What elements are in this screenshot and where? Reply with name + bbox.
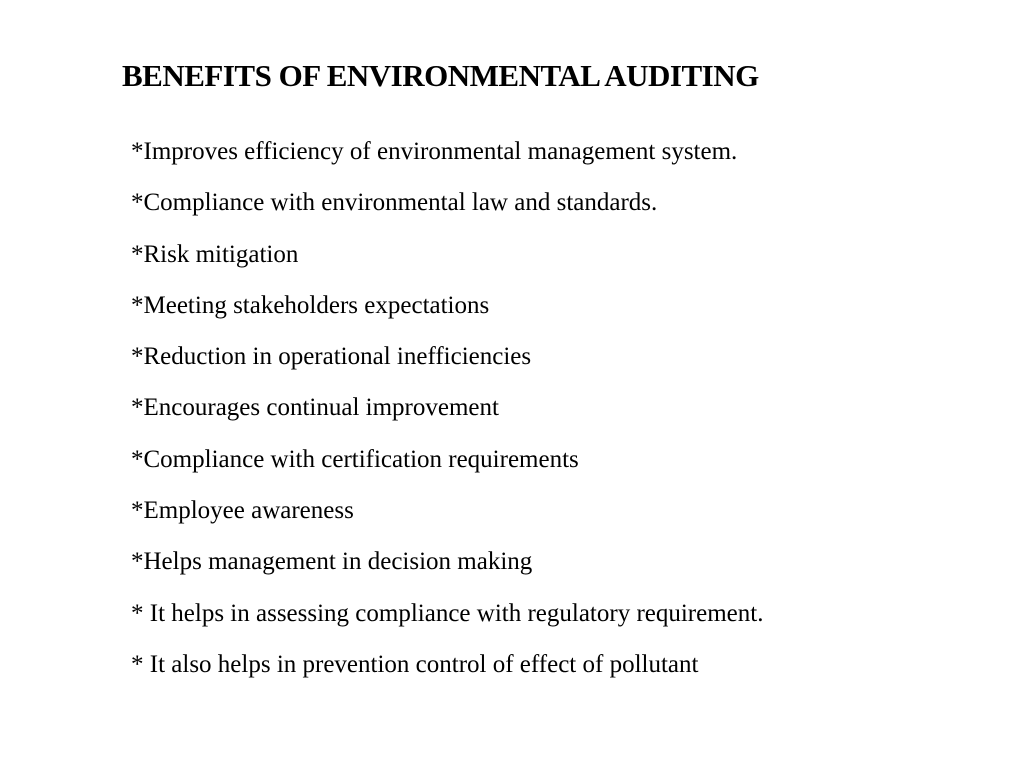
list-item: *Encourages continual improvement <box>131 394 499 422</box>
list-item: *Employee awareness <box>131 497 354 525</box>
list-item: *Compliance with environmental law and standards. <box>131 189 658 217</box>
list-item: *Improves efficiency of environmental management system. <box>131 138 738 165</box>
list-item: *Reduction in operational inefficiencies <box>131 343 532 371</box>
list-item: *Risk mitigation <box>131 240 299 268</box>
slide-title: BENEFITS OF ENVIRONMENTAL AUDITING <box>122 58 759 93</box>
list-item: *Helps management in decision making <box>131 548 533 576</box>
list-item: * It helps in assessing compliance with regulatory requirement. <box>131 599 764 627</box>
list-item: *Meeting stakeholders expectations <box>131 291 490 319</box>
list-item: *Compliance with certification requirements <box>131 445 579 473</box>
list-item: * It also helps in prevention control of effect of pollutant <box>131 650 699 678</box>
benefits-list <box>131 136 763 700</box>
